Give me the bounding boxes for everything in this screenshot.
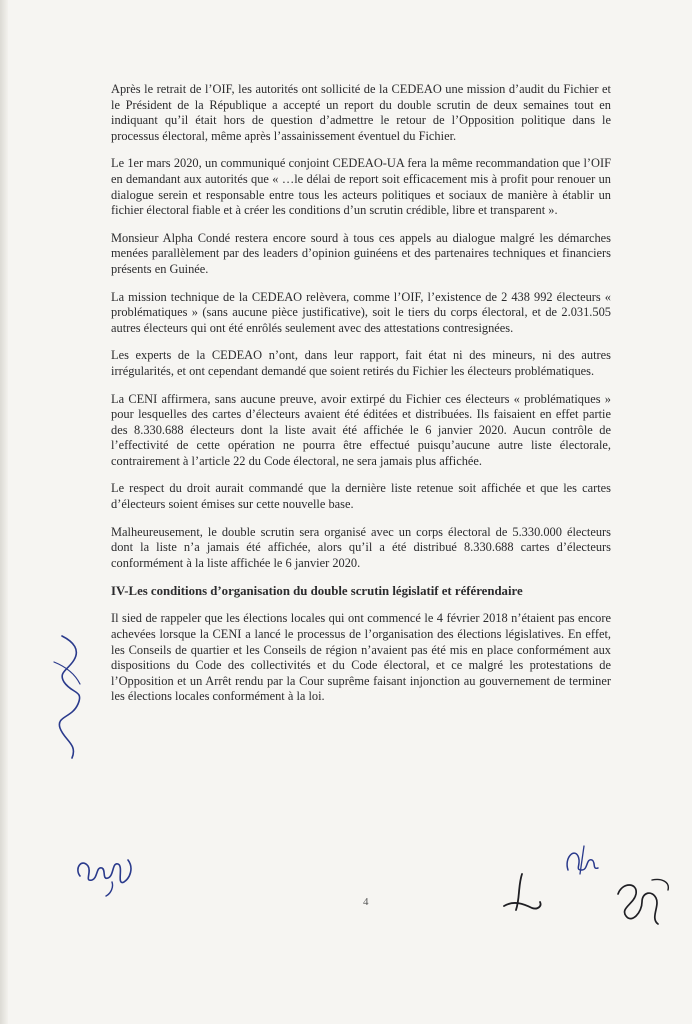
initials-signature-upper-right xyxy=(558,840,608,880)
section-heading: IV-Les conditions d’organisation du double scrutin législatif et référendaire xyxy=(111,584,523,599)
signature-center-right xyxy=(498,870,548,920)
document-body xyxy=(111,82,611,717)
margin-handwritten-mark xyxy=(44,632,104,762)
paragraph-mission-technique: La mission technique de la CEDEAO relèvera, comme l’OIF, l’existence de 2 438 992 électeurs « problématiques » (sans aucune pièce justificative), soit le tiers du corps électoral, et de 2.031.505 autres électeurs qui ont été enrôlés seulement avec des attestations contresignées. xyxy=(111,289,611,335)
paragraph-communique-cedeao-ua: Le 1er mars 2020, un communiqué conjoint CEDEAO-UA fera la même recommandation que l’OIF en demandant aux autorités que « …le délai de report soit efficacement mis à profit pour renouer un dialogue serein et responsable entre tous les acteurs politiques et sociaux de manière à établir un fichier électoral fiable et à créer les conditions d’un scrutin crédible, libre et transparent ». xyxy=(111,156,611,218)
paragraph-alpha-conde: Monsieur Alpha Condé restera encore sourd à tous ces appels au dialogue malgré les démarches menées parallèlement par des leaders d’opinion guinéens et des partenaires techniques et financiers présents en Guinée. xyxy=(111,230,611,276)
paragraph-experts-cedeao: Les experts de la CEDEAO n’ont, dans leur rapport, fait état ni des mineurs, ni des autres irrégularités, et ont cependant demandé que soient retirés du Fichier les électeurs problématiques. xyxy=(111,348,611,378)
paragraph-respect-du-droit: Le respect du droit aurait commandé que la dernière liste retenue soit affichée et que les cartes d’électeurs soient émises sur cette nouvelle base. xyxy=(111,481,611,512)
page-edge-shadow xyxy=(0,0,8,1024)
paragraph-malheureusement: Malheureusement, le double scrutin sera organisé avec un corps électoral de 5.330.000 électeurs dont la liste n’a jamais été affichée, alors qu’il a été distribué 8.330.688 cartes d’électeurs conformément à la liste affichée le 6 janvier 2020. xyxy=(111,524,611,570)
page-number: 4 xyxy=(363,896,369,908)
initials-signature-left xyxy=(72,846,142,898)
paragraph-oif-retrait: Après le retrait de l’OIF, les autorités ont sollicité de la CEDEAO une mission d’audit du Fichier et le Président de la République a accepté un report du double scrutin de deux semaines tout en indiquant qu’il était hors de question d’admettre le retour de l’Opposition politique dans le processus électoral, même après l’assainissement éventuel du Fichier. xyxy=(111,82,611,143)
paragraph-elections-locales: Il sied de rappeler que les élections locales qui ont commencé le 4 février 2018 n’étaient pas encore achevées lorsque la CENI a lancé le processus de l’organisation des élections législatives. En effet, les Conseils de quartier et les Conseils de région n’avaient pas été mis en place conformément aux dispositions du Code des collectivités et du Code électoral, et ce malgré les protestations de l’Opposition et un Arrêt rendu par la Cour suprême faisant injonction au gouvernement de terminer les élections locales conformément à la loi. xyxy=(111,611,611,704)
paragraph-ceni-affirmera: La CENI affirmera, sans aucune preuve, avoir extirpé du Fichier ces électeurs « problématiques » pour lesquelles des cartes d’électeurs avaient été éditées et distribuées. Ils faisaient en effet partie des 8.330.688 électeurs dont la liste avait été affichée le 6 janvier 2020. Aucun contrôle de l’effectivité de cette opération ne pourra être effectué puisqu’aucune autre liste électorale, contrairement à l’article 22 du Code électoral, ne sera jamais plus affichée. xyxy=(111,391,611,468)
signature-far-right xyxy=(612,872,676,932)
